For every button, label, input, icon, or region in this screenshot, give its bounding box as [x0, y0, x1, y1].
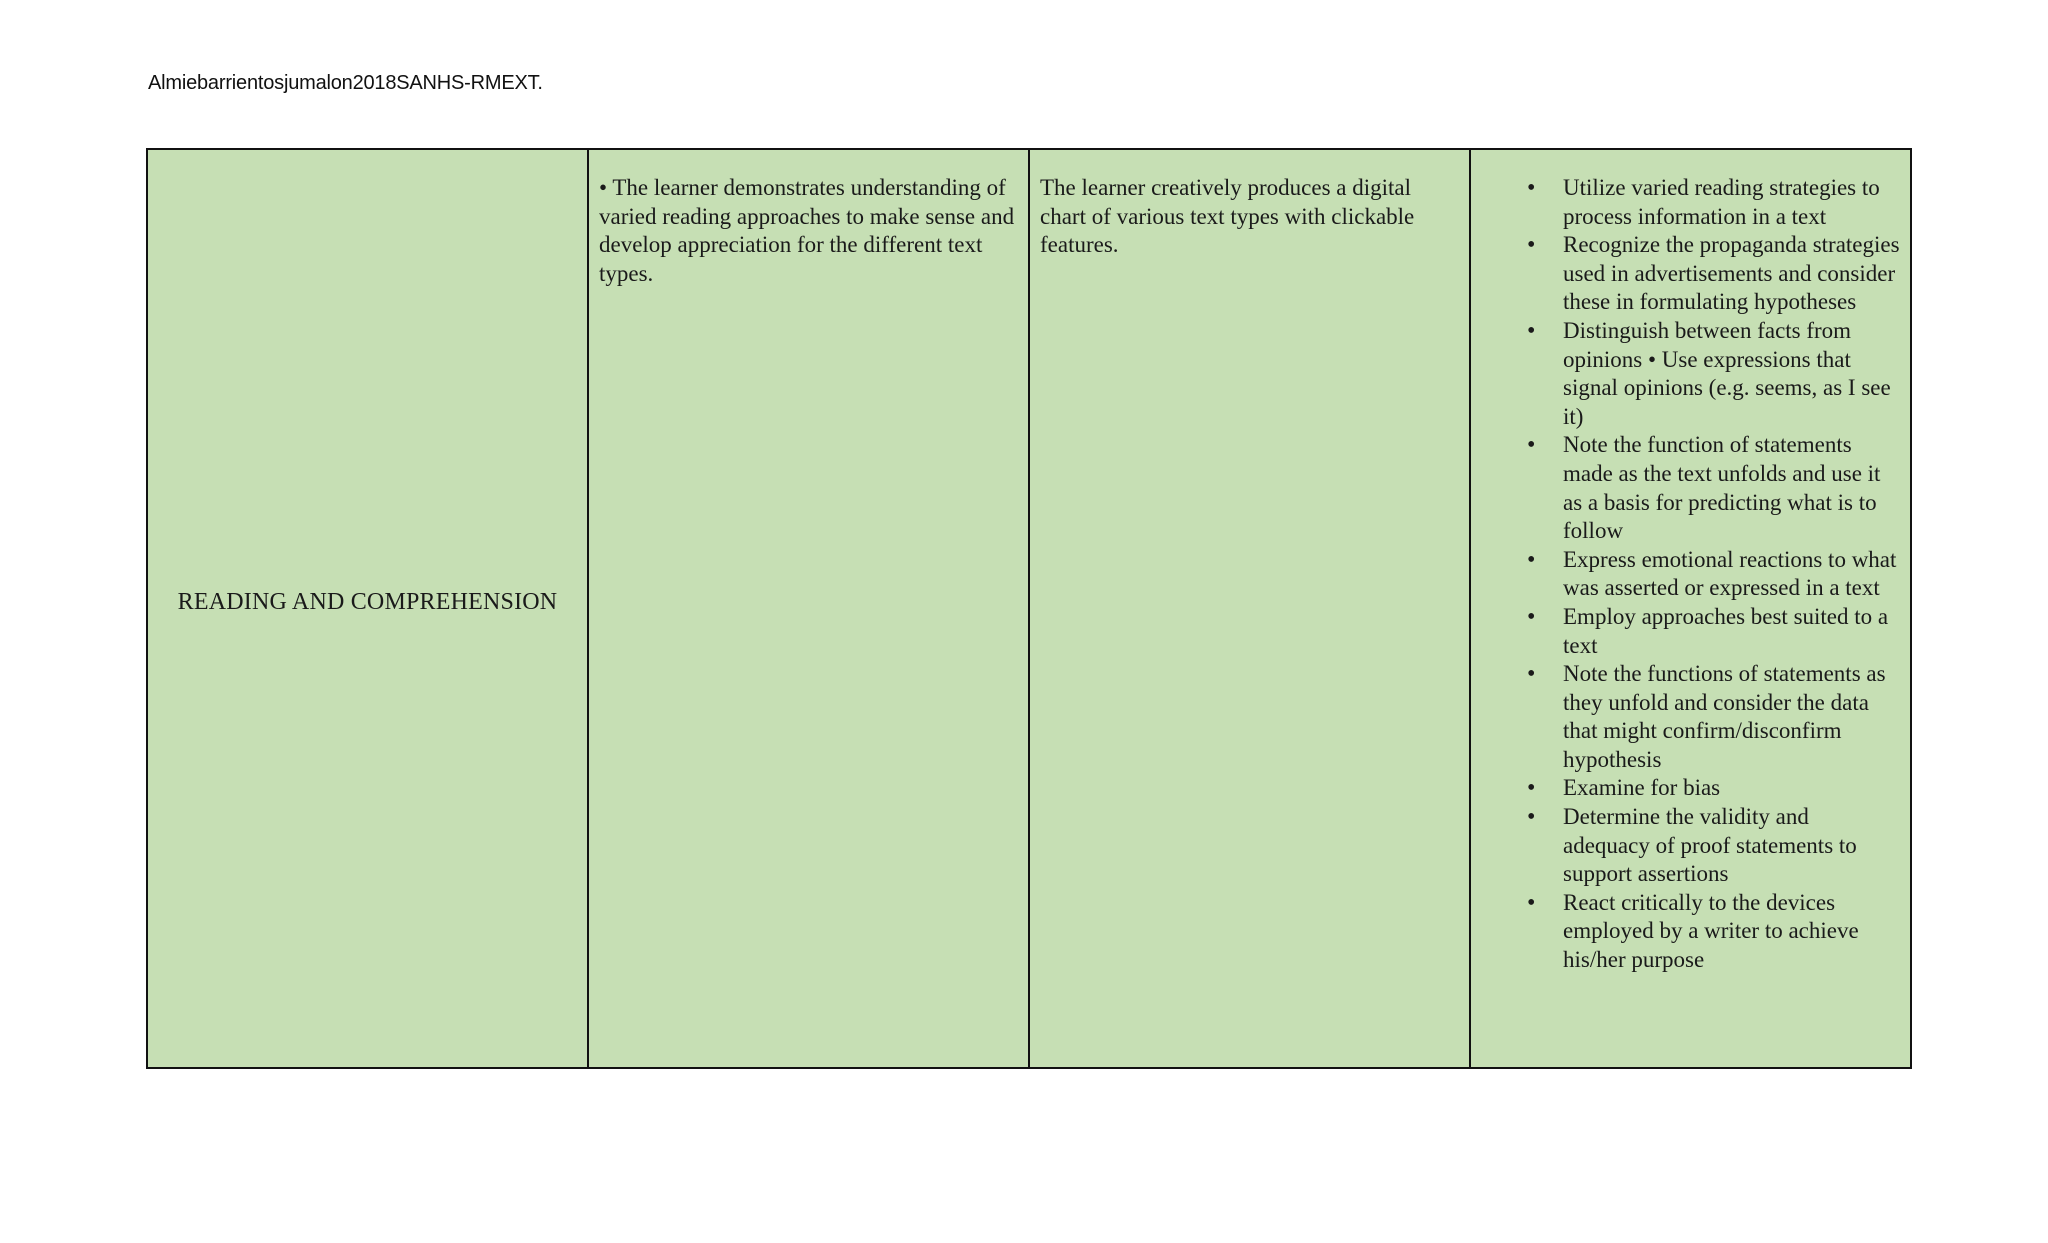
curriculum-table	[146, 148, 1912, 1069]
list-item: • React critically to the devices employed by a writer to achieve his/her purpose	[1563, 889, 1900, 975]
content-standard-text: • The learner demonstrates understanding of varied reading approaches to make sense and develop appreciation for the different text types.	[599, 175, 1015, 286]
list-item: • Express emotional reactions to what was asserted or expressed in a text	[1563, 546, 1900, 603]
competency-list	[1481, 174, 1900, 975]
list-item: • Distinguish between facts from opinions • Use expressions that signal opinions (e.g. seems, as I see it)	[1563, 317, 1900, 431]
list-item: • Note the functions of statements as they unfold and consider the data that might confirm/disconfirm hypothesis	[1563, 660, 1900, 774]
performance-standard-cell	[1029, 149, 1470, 1068]
content-standard-cell	[588, 149, 1029, 1068]
competencies-cell	[1470, 149, 1911, 1068]
domain-label: READING AND COMPREHENSION	[177, 589, 558, 616]
performance-standard-text: The learner creatively produces a digital chart of various text types with clickable features.	[1040, 175, 1415, 258]
table-row	[147, 149, 1911, 1068]
list-item: • Recognize the propaganda strategies used in advertisements and consider these in formulating hypotheses	[1563, 231, 1900, 317]
list-item: • Employ approaches best suited to a text	[1563, 603, 1900, 660]
domain-cell	[147, 149, 588, 1068]
list-item: • Note the function of statements made as the text unfolds and use it as a basis for predicting what is to follow	[1563, 431, 1900, 545]
list-item: • Examine for bias	[1563, 774, 1900, 803]
list-item: • Utilize varied reading strategies to process information in a text	[1563, 174, 1900, 231]
document-header: Almiebarrientosjumalon2018SANHS-RMEXT.	[148, 72, 543, 94]
list-item: • Determine the validity and adequacy of proof statements to support assertions	[1563, 803, 1900, 889]
